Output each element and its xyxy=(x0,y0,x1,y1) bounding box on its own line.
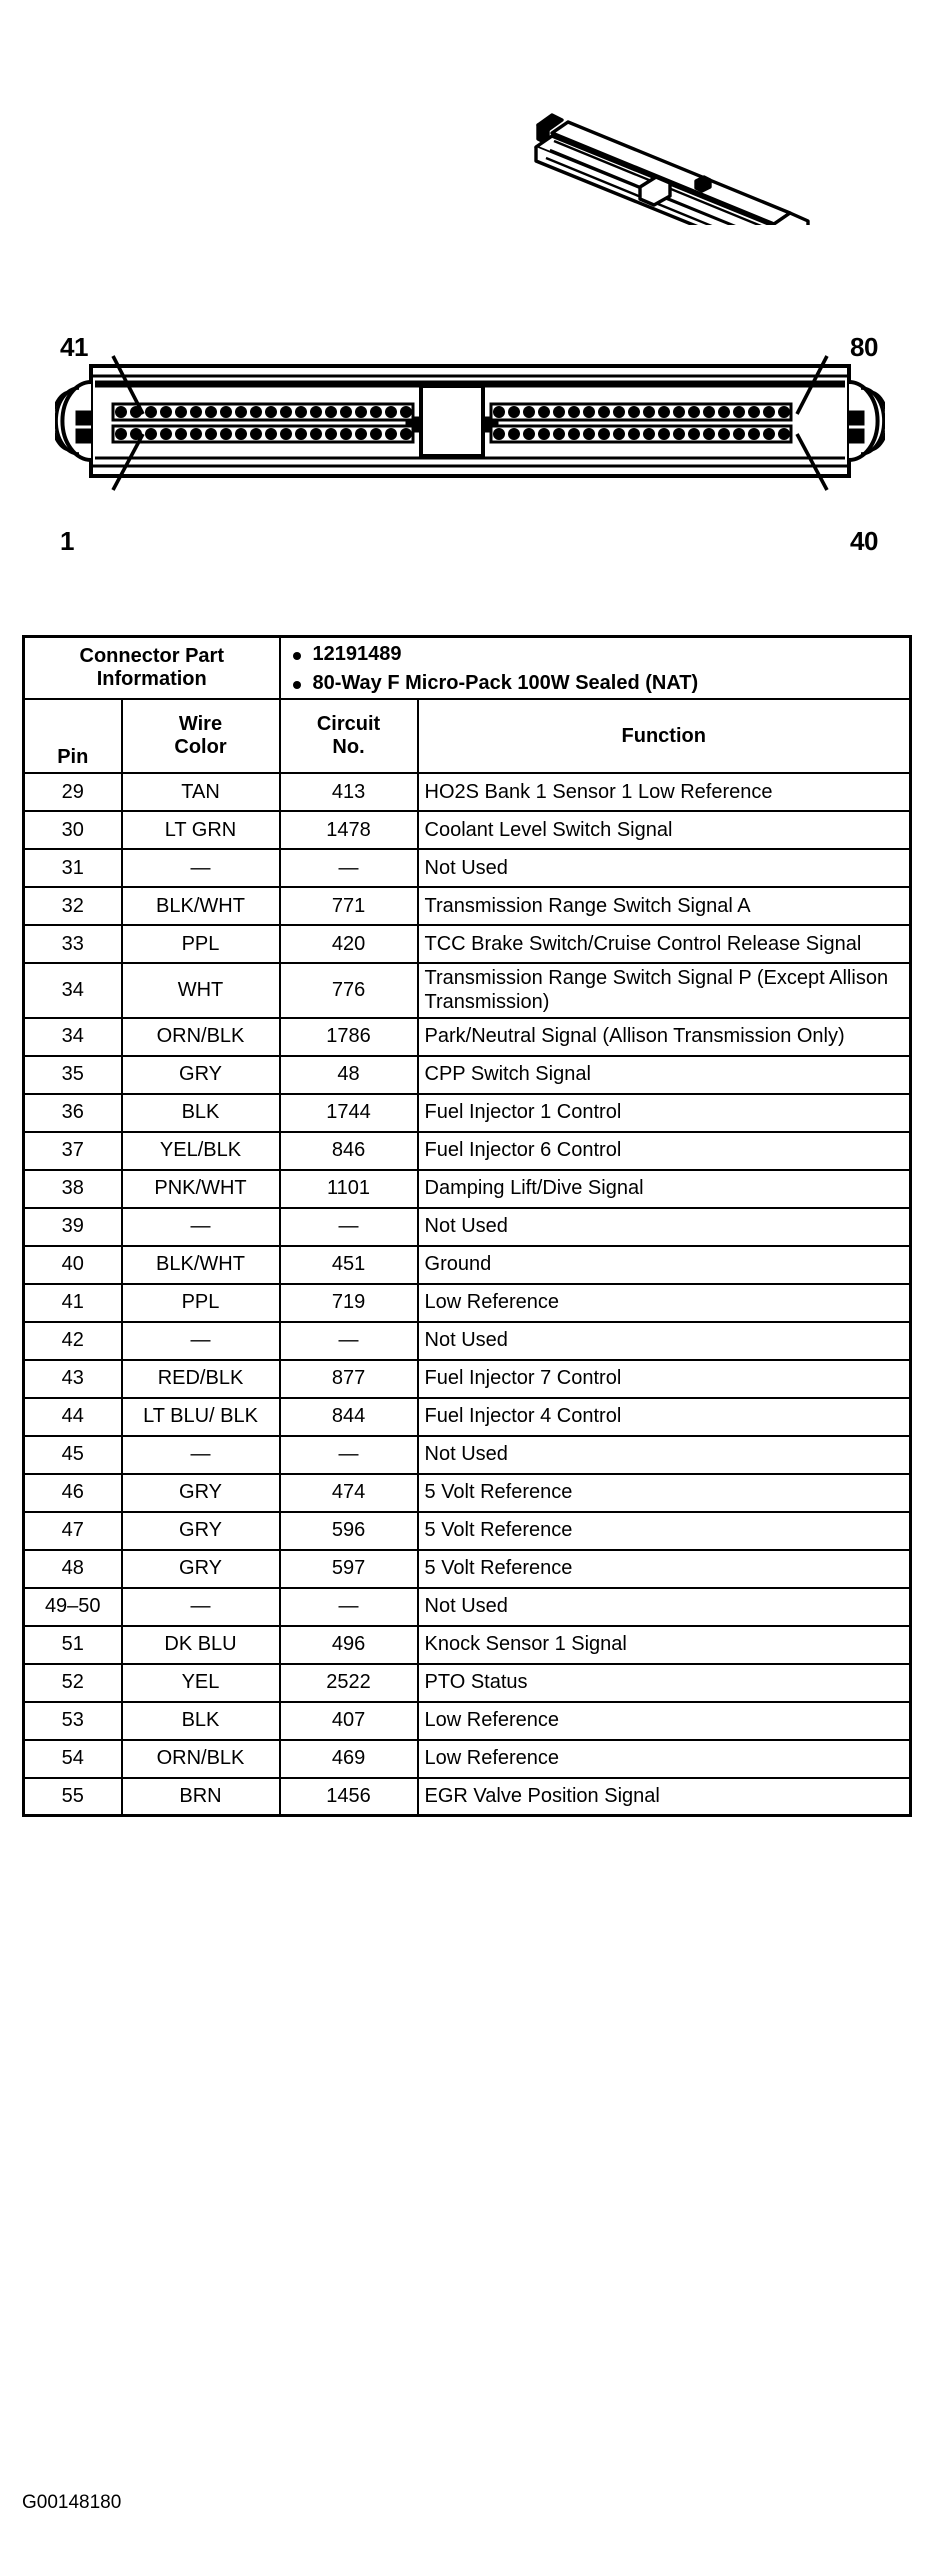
cell-pin: 51 xyxy=(24,1626,122,1664)
cell-pin: 48 xyxy=(24,1550,122,1588)
circuit-head-line1: Circuit xyxy=(316,713,381,736)
cell-function: 5 Volt Reference xyxy=(418,1550,911,1588)
cell-circuit-no: 2522 xyxy=(280,1664,418,1702)
connector-info-values xyxy=(280,637,911,700)
cell-pin: 46 xyxy=(24,1474,122,1512)
circuit-head-line2: No. xyxy=(332,736,365,759)
connector-front-view-figure xyxy=(55,330,885,580)
table-row xyxy=(24,1474,911,1512)
pinout-table-body xyxy=(24,637,911,1816)
cell-function: Not Used xyxy=(418,1588,911,1626)
column-header-circuit-no xyxy=(280,699,418,773)
column-header-pin: Pin xyxy=(24,699,122,773)
table-row xyxy=(24,1132,911,1170)
cell-wire-color: LT GRN xyxy=(122,811,280,849)
connector-isometric-illustration xyxy=(490,95,860,225)
cell-wire-color: DK BLU xyxy=(122,1626,280,1664)
cell-pin: 38 xyxy=(24,1170,122,1208)
table-row xyxy=(24,1550,911,1588)
cell-circuit-no: 451 xyxy=(280,1246,418,1284)
cell-circuit-no: 407 xyxy=(280,1702,418,1740)
cell-function: Transmission Range Switch Signal P (Except Allison Transmission) xyxy=(418,963,911,1017)
table-row xyxy=(24,963,911,1017)
cell-circuit-no: 469 xyxy=(280,1740,418,1778)
cell-pin: 45 xyxy=(24,1436,122,1474)
cell-circuit-no: — xyxy=(280,1436,418,1474)
pin-callout-1: 1 xyxy=(60,526,74,556)
table-row xyxy=(24,1360,911,1398)
cell-function: Low Reference xyxy=(418,1702,911,1740)
column-header-wire-color xyxy=(122,699,280,773)
table-row xyxy=(24,887,911,925)
cell-function: Transmission Range Switch Signal A xyxy=(418,887,911,925)
cell-wire-color: BRN xyxy=(122,1778,280,1816)
table-row xyxy=(24,773,911,811)
pinout-table-container xyxy=(22,635,912,1817)
cell-function: Fuel Injector 1 Control xyxy=(418,1094,911,1132)
cell-circuit-no: 1456 xyxy=(280,1778,418,1816)
cell-pin: 31 xyxy=(24,849,122,887)
cell-function: Damping Lift/Dive Signal xyxy=(418,1170,911,1208)
cell-pin: 33 xyxy=(24,925,122,963)
cell-pin: 36 xyxy=(24,1094,122,1132)
cell-circuit-no: — xyxy=(280,849,418,887)
cell-circuit-no: 1786 xyxy=(280,1018,418,1056)
cell-pin: 34 xyxy=(24,963,122,1017)
connector-info-row xyxy=(24,637,911,700)
cell-circuit-no: 719 xyxy=(280,1284,418,1322)
cell-function: HO2S Bank 1 Sensor 1 Low Reference xyxy=(418,773,911,811)
cell-function: Knock Sensor 1 Signal xyxy=(418,1626,911,1664)
cell-circuit-no: 413 xyxy=(280,773,418,811)
cell-circuit-no: — xyxy=(280,1208,418,1246)
pin-callout-41: 41 xyxy=(60,332,88,362)
cell-wire-color: — xyxy=(122,1322,280,1360)
cell-pin: 53 xyxy=(24,1702,122,1740)
cell-pin: 34 xyxy=(24,1018,122,1056)
table-row xyxy=(24,1512,911,1550)
cell-function: EGR Valve Position Signal xyxy=(418,1778,911,1816)
cell-function: Low Reference xyxy=(418,1740,911,1778)
cell-wire-color: PNK/WHT xyxy=(122,1170,280,1208)
table-row xyxy=(24,1588,911,1626)
cell-circuit-no: 597 xyxy=(280,1550,418,1588)
pin-callout-80: 80 xyxy=(850,332,878,362)
table-row xyxy=(24,811,911,849)
cell-circuit-no: 877 xyxy=(280,1360,418,1398)
table-row xyxy=(24,1094,911,1132)
cell-pin: 52 xyxy=(24,1664,122,1702)
cell-wire-color: GRY xyxy=(122,1512,280,1550)
cell-circuit-no: 1101 xyxy=(280,1170,418,1208)
cell-wire-color: — xyxy=(122,1588,280,1626)
cell-wire-color: GRY xyxy=(122,1550,280,1588)
table-row xyxy=(24,1018,911,1056)
connector-info-item-part-number: 12191489 xyxy=(313,643,903,666)
connector-info-item-description: 80-Way F Micro-Pack 100W Sealed (NAT) xyxy=(313,672,903,695)
cell-function: TCC Brake Switch/Cruise Control Release Signal xyxy=(418,925,911,963)
cell-function: Park/Neutral Signal (Allison Transmission Only) xyxy=(418,1018,911,1056)
cell-pin: 40 xyxy=(24,1246,122,1284)
cell-circuit-no: 844 xyxy=(280,1398,418,1436)
cell-pin: 54 xyxy=(24,1740,122,1778)
cell-function: Fuel Injector 4 Control xyxy=(418,1398,911,1436)
cell-function: Coolant Level Switch Signal xyxy=(418,811,911,849)
connector-pinout-table xyxy=(22,635,912,1817)
cell-wire-color: ORN/BLK xyxy=(122,1018,280,1056)
table-row xyxy=(24,1170,911,1208)
table-row xyxy=(24,1436,911,1474)
table-row xyxy=(24,1284,911,1322)
cell-pin: 43 xyxy=(24,1360,122,1398)
cell-pin: 32 xyxy=(24,887,122,925)
cell-pin: 30 xyxy=(24,811,122,849)
cell-pin: 41 xyxy=(24,1284,122,1322)
cell-function: Fuel Injector 7 Control xyxy=(418,1360,911,1398)
cell-wire-color: PPL xyxy=(122,925,280,963)
cell-wire-color: — xyxy=(122,849,280,887)
cell-function: Not Used xyxy=(418,1436,911,1474)
cell-circuit-no: 1478 xyxy=(280,811,418,849)
cell-function: Not Used xyxy=(418,849,911,887)
cell-circuit-no: — xyxy=(280,1588,418,1626)
cell-function: 5 Volt Reference xyxy=(418,1512,911,1550)
cell-wire-color: RED/BLK xyxy=(122,1360,280,1398)
pin-callout-40: 40 xyxy=(850,526,878,556)
cell-circuit-no: 48 xyxy=(280,1056,418,1094)
table-row xyxy=(24,1740,911,1778)
connector-info-list xyxy=(287,643,903,695)
cell-circuit-no: 771 xyxy=(280,887,418,925)
cell-pin: 35 xyxy=(24,1056,122,1094)
cell-circuit-no: 420 xyxy=(280,925,418,963)
cell-function: 5 Volt Reference xyxy=(418,1474,911,1512)
cell-pin: 55 xyxy=(24,1778,122,1816)
cell-wire-color: BLK xyxy=(122,1094,280,1132)
table-row xyxy=(24,1778,911,1816)
column-header-row xyxy=(24,699,911,773)
table-row xyxy=(24,1626,911,1664)
cell-function: PTO Status xyxy=(418,1664,911,1702)
connector-isometric-svg xyxy=(490,95,860,225)
cell-circuit-no: 776 xyxy=(280,963,418,1017)
table-row xyxy=(24,849,911,887)
cell-function: Low Reference xyxy=(418,1284,911,1322)
cell-circuit-no: 596 xyxy=(280,1512,418,1550)
wire-head-line2: Color xyxy=(174,736,227,759)
cell-wire-color: YEL/BLK xyxy=(122,1132,280,1170)
table-row xyxy=(24,1398,911,1436)
cell-wire-color: WHT xyxy=(122,963,280,1017)
cell-function: Not Used xyxy=(418,1322,911,1360)
table-row xyxy=(24,1664,911,1702)
cell-wire-color: — xyxy=(122,1436,280,1474)
cell-circuit-no: 496 xyxy=(280,1626,418,1664)
table-row xyxy=(24,1702,911,1740)
cell-circuit-no: 1744 xyxy=(280,1094,418,1132)
cell-function: Fuel Injector 6 Control xyxy=(418,1132,911,1170)
cell-function: Not Used xyxy=(418,1208,911,1246)
cell-wire-color: — xyxy=(122,1208,280,1246)
table-row xyxy=(24,1322,911,1360)
cell-pin: 39 xyxy=(24,1208,122,1246)
cell-function: Ground xyxy=(418,1246,911,1284)
cell-wire-color: BLK/WHT xyxy=(122,1246,280,1284)
cell-circuit-no: — xyxy=(280,1322,418,1360)
cell-wire-color: PPL xyxy=(122,1284,280,1322)
cell-pin: 29 xyxy=(24,773,122,811)
connector-front-view-svg xyxy=(55,330,885,580)
cell-pin: 37 xyxy=(24,1132,122,1170)
column-header-function: Function xyxy=(418,699,911,773)
cell-pin: 49–50 xyxy=(24,1588,122,1626)
cell-circuit-no: 474 xyxy=(280,1474,418,1512)
table-row xyxy=(24,925,911,963)
cell-wire-color: ORN/BLK xyxy=(122,1740,280,1778)
cell-pin: 44 xyxy=(24,1398,122,1436)
cell-wire-color: YEL xyxy=(122,1664,280,1702)
cell-wire-color: BLK xyxy=(122,1702,280,1740)
cell-wire-color: TAN xyxy=(122,773,280,811)
connector-info-label: Connector Part Information xyxy=(24,637,280,700)
table-row xyxy=(24,1246,911,1284)
table-row xyxy=(24,1208,911,1246)
cell-wire-color: BLK/WHT xyxy=(122,887,280,925)
cell-pin: 47 xyxy=(24,1512,122,1550)
cell-circuit-no: 846 xyxy=(280,1132,418,1170)
cell-function: CPP Switch Signal xyxy=(418,1056,911,1094)
cell-wire-color: LT BLU/ BLK xyxy=(122,1398,280,1436)
cell-wire-color: GRY xyxy=(122,1056,280,1094)
cell-wire-color: GRY xyxy=(122,1474,280,1512)
figure-id-caption: G00148180 xyxy=(22,2492,122,2513)
cell-pin: 42 xyxy=(24,1322,122,1360)
table-row xyxy=(24,1056,911,1094)
wire-head-line1: Wire xyxy=(178,713,223,736)
